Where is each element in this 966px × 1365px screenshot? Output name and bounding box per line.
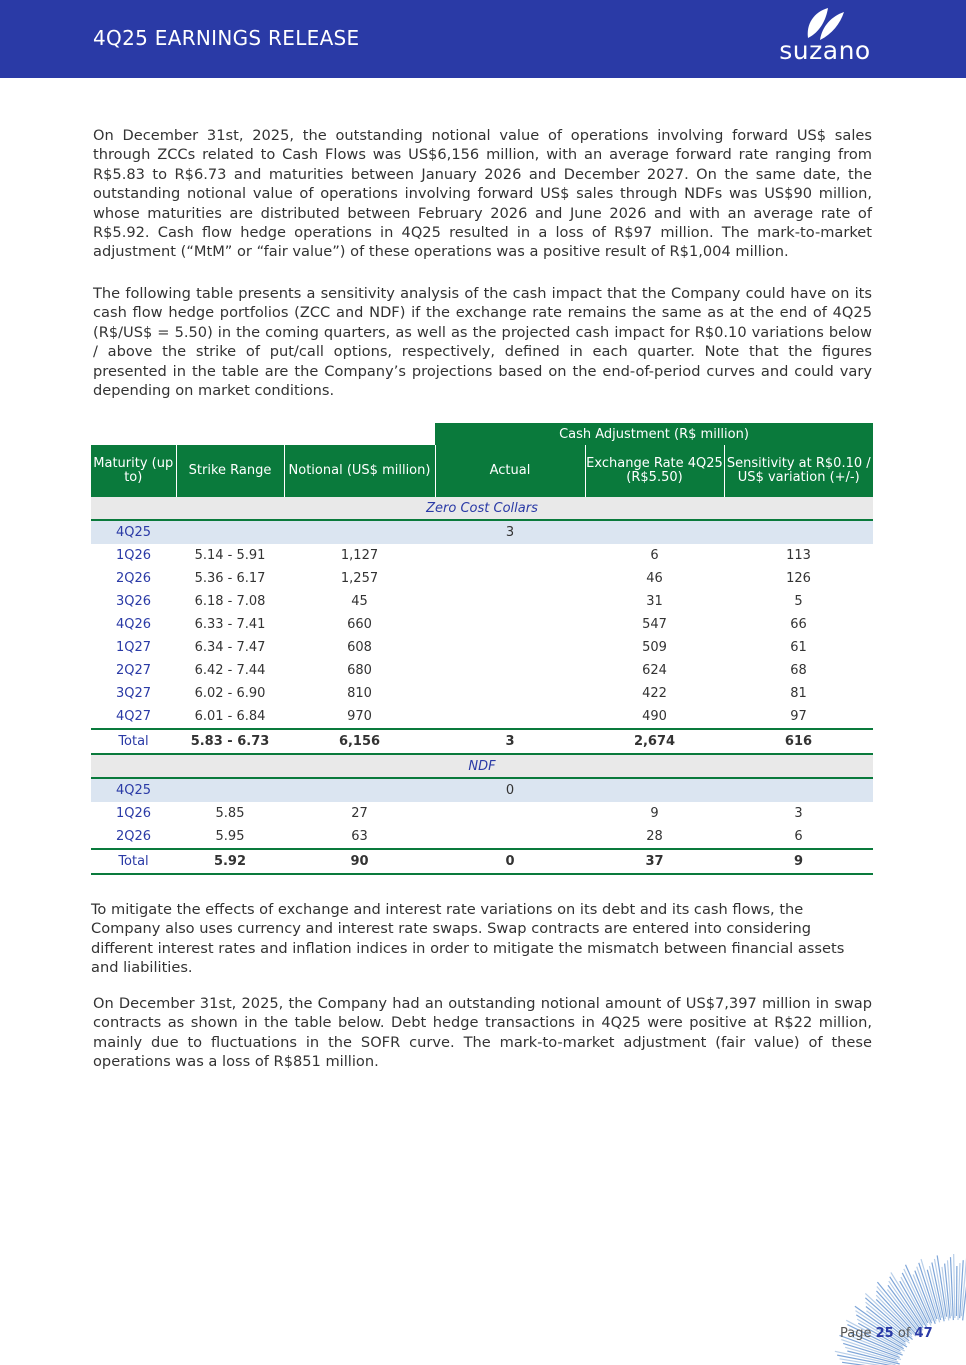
column-header-row [91, 445, 873, 497]
cell-notional: 660 [347, 617, 372, 632]
paragraph-swaps-intro: To mitigate the effects of exchange and interest rate variations on its debt and its cash flows, the Company also uses currency and interest rate swaps. Swap contracts are entered into considering different interest rates and inflation indices in order to mitigate the mismatch between financial assets and liabilities. [91, 901, 845, 977]
cell-quarter: 4Q25 [91, 778, 176, 802]
table-row [91, 613, 873, 636]
cell-quarter: 1Q27 [115, 640, 152, 655]
table-row [91, 825, 873, 849]
cell-quarter: 4Q26 [115, 617, 152, 632]
swirl-stroke [954, 1254, 955, 1318]
cell-quarter: 3Q26 [115, 594, 152, 609]
cell-notional: 608 [347, 640, 372, 655]
table-row [91, 520, 873, 544]
table-row [91, 636, 873, 659]
cell-exchange: 46 [646, 571, 663, 586]
cell-sensitivity: 97 [790, 709, 807, 724]
cell-sensitivity: 5 [794, 594, 803, 609]
table-row [91, 778, 873, 802]
page-label: Page [840, 1326, 872, 1341]
document-title: 4Q25 EARNINGS RELEASE [93, 26, 360, 50]
cell-sensitivity: 61 [790, 640, 807, 655]
cell-exchange: 422 [642, 686, 667, 701]
cell-quarter: 4Q27 [115, 709, 152, 724]
cash-flow-hedge-table [91, 423, 873, 875]
cell-strike: 6.02 - 6.90 [194, 686, 266, 701]
cell-sensitivity: 66 [790, 617, 807, 632]
cell-actual: 3 [435, 729, 585, 754]
cell-quarter: 1Q26 [115, 548, 152, 563]
col-exchange-rate: Exchange Rate 4Q25 (R$5.50) [585, 445, 724, 497]
col-actual: Actual [435, 445, 585, 497]
cell-strike: 6.42 - 7.44 [194, 663, 266, 678]
cell-notional: 45 [351, 594, 368, 609]
cell-notional: 63 [351, 829, 368, 844]
paragraph-sensitivity-intro: The following table presents a sensitivity analysis of the cash impact that the Company could have on its cash flow hedge portfolios (ZCC and NDF) if the exchange rate remains the same as at the end of 4Q25 (R$/US$ = 5.50) in the coming quarters, as well as the projected cash impact for R$0.10 variations below / above the strike of put/call options, respectively, defined in each quarter. Note that the figures presented in the table are the Company’s projections based on the end-of-period curves and could vary depending on market conditions. [93, 285, 872, 400]
table-row [91, 567, 873, 590]
cell-quarter: 2Q26 [115, 829, 152, 844]
cell-notional: 90 [284, 849, 435, 874]
cell-total-label: Total [91, 849, 176, 874]
section-zero-cost-collars [91, 497, 873, 520]
cell-exchange: 2,674 [585, 729, 724, 754]
cell-exchange: 624 [642, 663, 667, 678]
cell-notional: 680 [347, 663, 372, 678]
paragraph-zcc-notional: On December 31st, 2025, the outstanding notional value of operations involving forward US$ sales through ZCCs related to Cash Flows was US$6,156 million, with an average forward rate ranging from R$5.83 to R$6.73 and maturities between January 2026 and December 2027. On the same date, the outstanding notional value of operations involving forward US$ sales through NDFs was US$90 million, whose maturities are distributed between February 2026 and June 2026 and with an average rate of R$5.92. Cash flow hedge operations in 4Q25 resulted in a loss of R$97 million. The mark-to-market adjustment (“MtM” or “fair value”) of these operations was a positive result of R$1,004 million. [93, 127, 872, 261]
cell-exchange: 37 [585, 849, 724, 874]
cell-actual: 3 [435, 520, 585, 544]
logo-wordmark: suzano [779, 36, 871, 65]
col-notional: Notional (US$ million) [284, 445, 435, 497]
cash-adjustment-header-row [91, 423, 873, 445]
cell-strike: 5.92 [176, 849, 284, 874]
table-row [91, 544, 873, 567]
cell-quarter: 2Q26 [115, 571, 152, 586]
cell-strike: 6.34 - 7.47 [194, 640, 266, 655]
cell-notional: 810 [347, 686, 372, 701]
cell-strike: 6.01 - 6.84 [194, 709, 266, 724]
cell-sensitivity: 113 [786, 548, 811, 563]
decorative-swirl-icon [766, 1228, 966, 1365]
cell-actual: 0 [435, 778, 585, 802]
cell-quarter: 2Q27 [115, 663, 152, 678]
cell-exchange: 9 [650, 806, 659, 821]
table-row [91, 659, 873, 682]
section-label: NDF [91, 754, 873, 778]
page-header [0, 0, 966, 78]
cell-strike: 5.14 - 5.91 [194, 548, 266, 563]
cell-quarter: 3Q27 [115, 686, 152, 701]
page-number [840, 1326, 933, 1341]
cell-strike: 5.36 - 6.17 [194, 571, 266, 586]
table-total-row [91, 729, 873, 754]
cell-sensitivity: 68 [790, 663, 807, 678]
cell-sensitivity: 616 [724, 729, 873, 754]
table-row [91, 802, 873, 825]
cell-sensitivity: 126 [786, 571, 811, 586]
page-of: of [897, 1326, 911, 1341]
cell-sensitivity: 9 [724, 849, 873, 874]
col-maturity: Maturity (up to) [91, 445, 176, 497]
col-strike-range: Strike Range [176, 445, 284, 497]
cell-strike: 6.18 - 7.08 [194, 594, 266, 609]
table-row [91, 682, 873, 705]
cell-sensitivity: 3 [794, 806, 803, 821]
table-total-row [91, 849, 873, 874]
cell-exchange: 31 [646, 594, 663, 609]
cell-exchange: 547 [642, 617, 667, 632]
cell-notional: 27 [351, 806, 368, 821]
col-sensitivity: Sensitivity at R$0.10 / US$ variation (+/-) [724, 445, 873, 497]
table-row [91, 705, 873, 729]
cell-sensitivity: 6 [794, 829, 803, 844]
section-ndf [91, 754, 873, 778]
section-label: Zero Cost Collars [91, 497, 873, 520]
cell-quarter: 1Q26 [115, 806, 152, 821]
cell-strike: 5.85 [215, 806, 245, 821]
cell-strike: 5.95 [215, 829, 245, 844]
page-total: 47 [914, 1326, 933, 1341]
cell-actual: 0 [435, 849, 585, 874]
cell-exchange: 6 [650, 548, 659, 563]
cell-exchange: 28 [646, 829, 663, 844]
cell-notional: 1,127 [340, 548, 379, 563]
cell-notional: 6,156 [284, 729, 435, 754]
cell-sensitivity: 81 [790, 686, 807, 701]
cell-exchange: 509 [642, 640, 667, 655]
cell-notional: 970 [347, 709, 372, 724]
cell-quarter: 4Q25 [91, 520, 176, 544]
cash-adjustment-header: Cash Adjustment (R$ million) [435, 423, 873, 445]
cell-exchange: 490 [642, 709, 667, 724]
table-row [91, 590, 873, 613]
cell-total-label: Total [91, 729, 176, 754]
page-current: 25 [875, 1326, 894, 1341]
cell-notional: 1,257 [340, 571, 379, 586]
cell-strike: 6.33 - 7.41 [194, 617, 266, 632]
paragraph-swap-notional: On December 31st, 2025, the Company had an outstanding notional amount of US$7,397 million in swap contracts as shown in the table below. Debt hedge transactions in 4Q25 were positive at R$22 million, mainly due to fluctuations in the SOFR curve. The mark-to-market adjustment (fair value) of these operations was a loss of R$851 million. [93, 995, 872, 1071]
cell-strike: 5.83 - 6.73 [176, 729, 284, 754]
